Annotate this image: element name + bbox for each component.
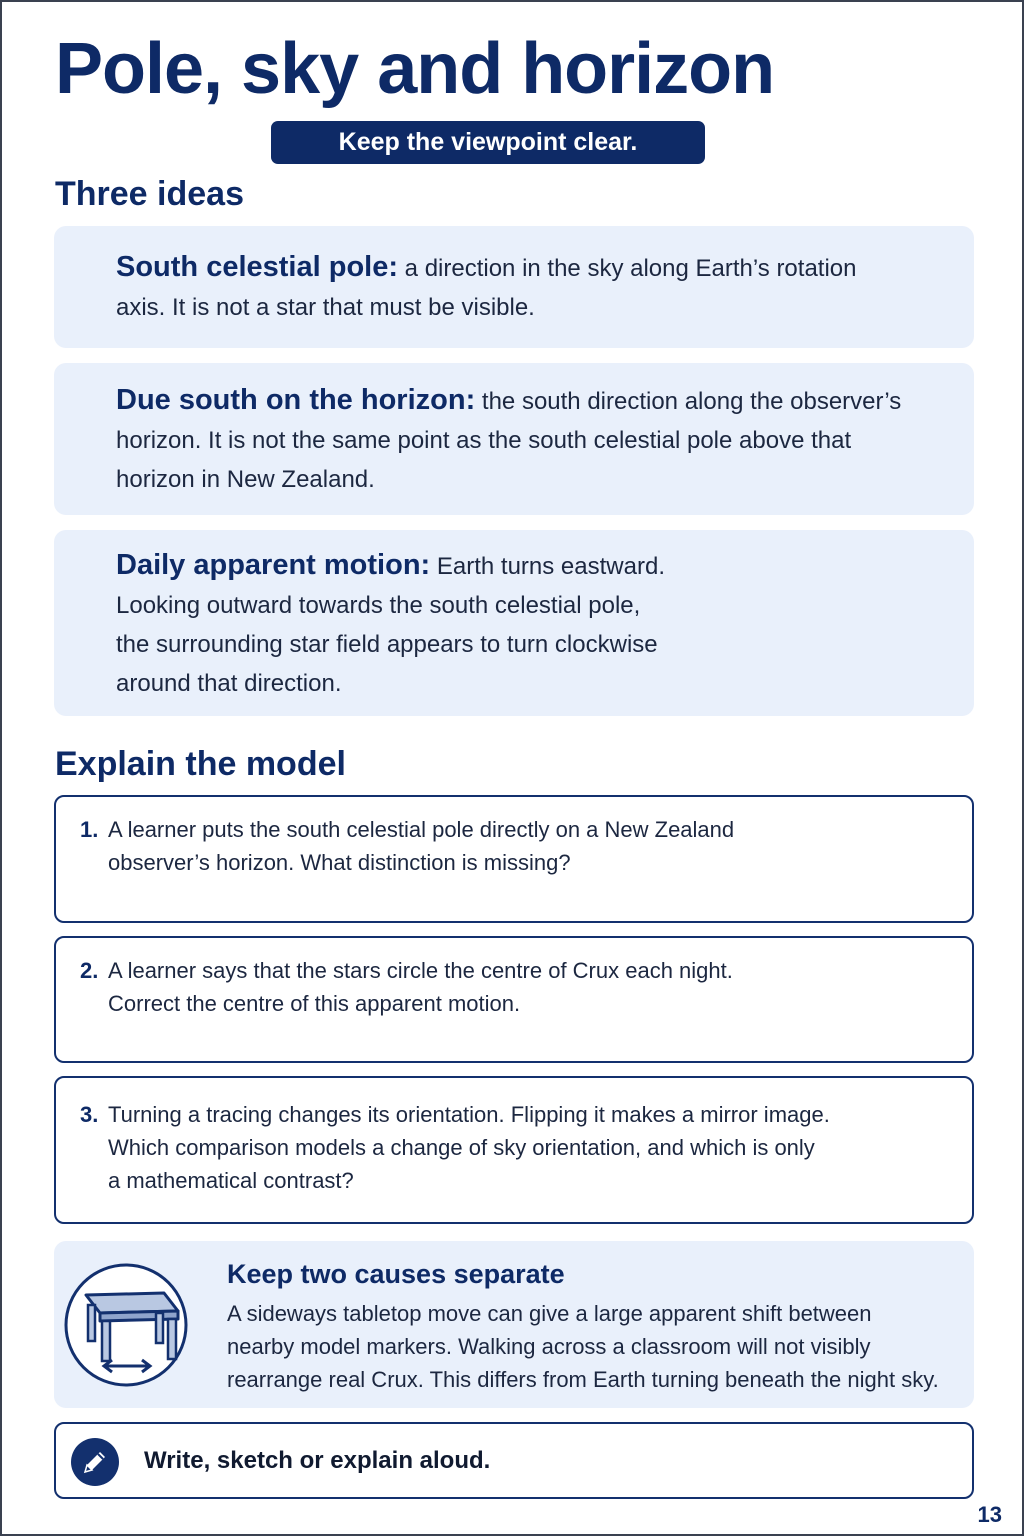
question-number: 1. xyxy=(80,817,99,842)
idea-text: Earth turns eastward. xyxy=(436,553,665,580)
note-line: A sideways tabletop move can give a large apparent shift between xyxy=(227,1301,872,1326)
idea-text: horizon. It is not the same point as the south celestial pole above that xyxy=(116,427,852,454)
question-text: Turning a tracing changes its orientation. Flipping it makes a mirror image. xyxy=(108,1102,830,1127)
idea-text: the surrounding star field appears to turn clockwise xyxy=(116,631,658,658)
write-response-box[interactable] xyxy=(54,1422,974,1499)
idea-card-motion xyxy=(54,530,974,716)
question-text: Which comparison models a change of sky orientation, and which is only xyxy=(108,1135,815,1160)
question-box-2[interactable] xyxy=(54,936,974,1063)
question-text: A learner puts the south celestial pole directly on a New Zealand xyxy=(108,817,735,842)
idea-text: around that direction. xyxy=(116,670,342,697)
idea-text: horizon in New Zealand. xyxy=(116,466,375,493)
idea-term: South celestial pole: xyxy=(116,251,398,283)
question-text: Correct the centre of this apparent motion. xyxy=(108,991,521,1016)
question-box-3[interactable] xyxy=(54,1076,974,1224)
note-title: Keep two causes separate xyxy=(227,1259,565,1289)
note-line: rearrange real Crux. This differs from Earth turning beneath the night sky. xyxy=(227,1367,939,1392)
explain-model-heading: Explain the model xyxy=(55,745,346,783)
question-number: 3. xyxy=(80,1102,99,1127)
table-icon xyxy=(64,1249,192,1395)
idea-term: Due south on the horizon: xyxy=(116,384,476,416)
pencil-icon xyxy=(71,1438,119,1486)
note-body xyxy=(227,1297,957,1396)
causes-note-panel xyxy=(54,1241,974,1408)
idea-card-pole xyxy=(54,226,974,348)
note-line: nearby model markers. Walking across a classroom will not visibly xyxy=(227,1334,871,1359)
question-number: 2. xyxy=(80,958,99,983)
idea-text: Looking outward towards the south celestial pole, xyxy=(116,592,641,619)
question-text: a mathematical contrast? xyxy=(108,1168,354,1193)
write-label: Write, sketch or explain aloud. xyxy=(144,1447,491,1474)
idea-text: axis. It is not a star that must be visible. xyxy=(116,294,535,321)
question-text: observer’s horizon. What distinction is missing? xyxy=(108,850,571,875)
three-ideas-heading: Three ideas xyxy=(55,175,244,213)
page-number: 13 xyxy=(977,1502,1002,1527)
idea-card-due-south xyxy=(54,363,974,515)
page-title: Pole, sky and horizon xyxy=(55,29,775,109)
idea-text: the south direction along the observer’s xyxy=(481,388,902,415)
viewpoint-banner: Keep the viewpoint clear. xyxy=(271,121,705,164)
idea-text: a direction in the sky along Earth’s rotation xyxy=(404,255,857,282)
idea-term: Daily apparent motion: xyxy=(116,549,431,581)
question-text: A learner says that the stars circle the centre of Crux each night. xyxy=(108,958,733,983)
question-box-1[interactable] xyxy=(54,795,974,923)
